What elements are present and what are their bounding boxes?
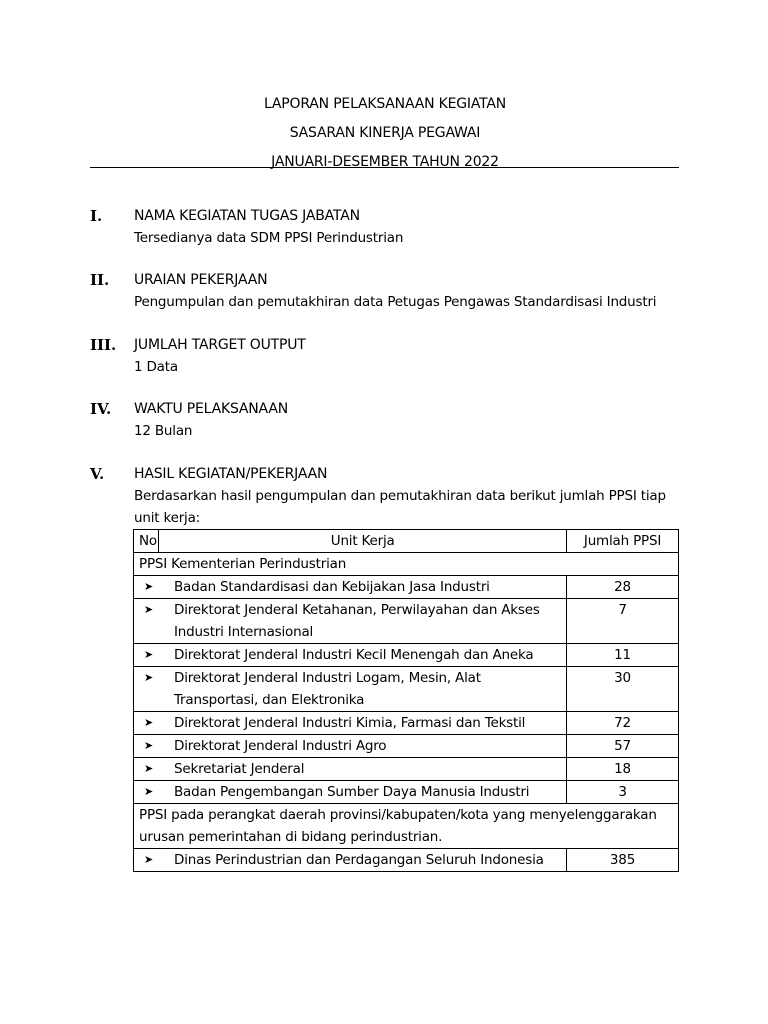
- arrow-bullet-icon: ➤: [144, 853, 154, 866]
- ppsi-table: [133, 529, 679, 872]
- table-row: [134, 576, 679, 599]
- header-no: No: [134, 530, 159, 553]
- group-row-kementerian: [134, 553, 679, 576]
- ppsi-count: 30: [567, 667, 679, 712]
- ppsi-count: 7: [567, 599, 679, 644]
- ppsi-count: 72: [567, 712, 679, 735]
- table-row: [134, 735, 679, 758]
- section-heading: WAKTU PELAKSANAAN: [134, 401, 288, 417]
- group-row-daerah: [134, 804, 679, 849]
- section-heading: HASIL KEGIATAN/PEKERJAAN: [134, 466, 328, 482]
- table-row: [134, 758, 679, 781]
- ppsi-count: 11: [567, 644, 679, 667]
- unit-name: Direktorat Jenderal Industri Kecil Menengah dan Aneka: [174, 647, 534, 663]
- table-header-row: [134, 530, 679, 553]
- section-heading: NAMA KEGIATAN TUGAS JABATAN: [134, 208, 360, 224]
- unit-name: Direktorat Jenderal Industri Kimia, Farmasi dan Tekstil: [174, 715, 526, 731]
- table-row: [134, 644, 679, 667]
- ppsi-count: 57: [567, 735, 679, 758]
- arrow-bullet-icon: ➤: [144, 785, 154, 798]
- arrow-bullet-icon: ➤: [144, 671, 154, 684]
- section-heading: JUMLAH TARGET OUTPUT: [134, 337, 306, 353]
- group-label: PPSI pada perangkat daerah provinsi/kabupaten/kota yang menyelenggarakan urusan pemerintahan di bidang perindustrian.: [134, 804, 679, 849]
- arrow-bullet-icon: ➤: [144, 603, 154, 616]
- header-unit: Unit Kerja: [159, 530, 567, 553]
- report-title: [90, 90, 680, 177]
- section-body: 1 Data: [134, 359, 178, 375]
- table-row: [134, 667, 679, 712]
- arrow-bullet-icon: ➤: [144, 716, 154, 729]
- section-number: II.: [90, 271, 110, 289]
- table-row: [134, 781, 679, 804]
- section-number: V.: [90, 465, 105, 483]
- unit-name: Direktorat Jenderal Industri Logam, Mesin, Alat Transportasi, dan Elektronika: [174, 670, 481, 708]
- ppsi-count: 18: [567, 758, 679, 781]
- group-label: PPSI Kementerian Perindustrian: [134, 553, 679, 576]
- section-number: I.: [90, 207, 103, 225]
- ppsi-count: 3: [567, 781, 679, 804]
- title-line-1: LAPORAN PELAKSANAAN KEGIATAN: [263, 96, 507, 112]
- section-body: Berdasarkan hasil pengumpulan dan pemutakhiran data berikut jumlah PPSI tiap unit kerja:: [134, 488, 666, 526]
- arrow-bullet-icon: ➤: [144, 762, 154, 775]
- section-body: Tersedianya data SDM PPSI Perindustrian: [134, 230, 404, 246]
- ppsi-count: 28: [567, 576, 679, 599]
- unit-name: Direktorat Jenderal Industri Agro: [174, 738, 387, 754]
- unit-name: Badan Pengembangan Sumber Daya Manusia Industri: [174, 784, 530, 800]
- section-body: Pengumpulan dan pemutakhiran data Petugas Pengawas Standardisasi Industri: [134, 294, 657, 310]
- section-heading: URAIAN PEKERJAAN: [134, 272, 268, 288]
- header-jumlah: Jumlah PPSI: [567, 530, 679, 553]
- unit-name: Badan Standardisasi dan Kebijakan Jasa Industri: [174, 579, 490, 595]
- unit-name: Direktorat Jenderal Ketahanan, Perwilayahan dan Akses Industri Internasional: [174, 602, 540, 640]
- section-number: IV.: [90, 400, 112, 418]
- arrow-bullet-icon: ➤: [144, 580, 154, 593]
- section-body: 12 Bulan: [134, 423, 193, 439]
- section-number: III.: [90, 336, 117, 354]
- table-row: [134, 599, 679, 644]
- title-line-2: SASARAN KINERJA PEGAWAI: [289, 125, 481, 141]
- title-divider: [90, 167, 679, 168]
- ppsi-count: 385: [567, 849, 679, 872]
- arrow-bullet-icon: ➤: [144, 648, 154, 661]
- table-row: [134, 849, 679, 872]
- unit-name: Dinas Perindustrian dan Perdagangan Seluruh Indonesia: [174, 852, 544, 868]
- title-line-3: JANUARI-DESEMBER TAHUN 2022: [271, 154, 499, 170]
- arrow-bullet-icon: ➤: [144, 739, 154, 752]
- table-row: [134, 712, 679, 735]
- unit-name: Sekretariat Jenderal: [174, 761, 305, 777]
